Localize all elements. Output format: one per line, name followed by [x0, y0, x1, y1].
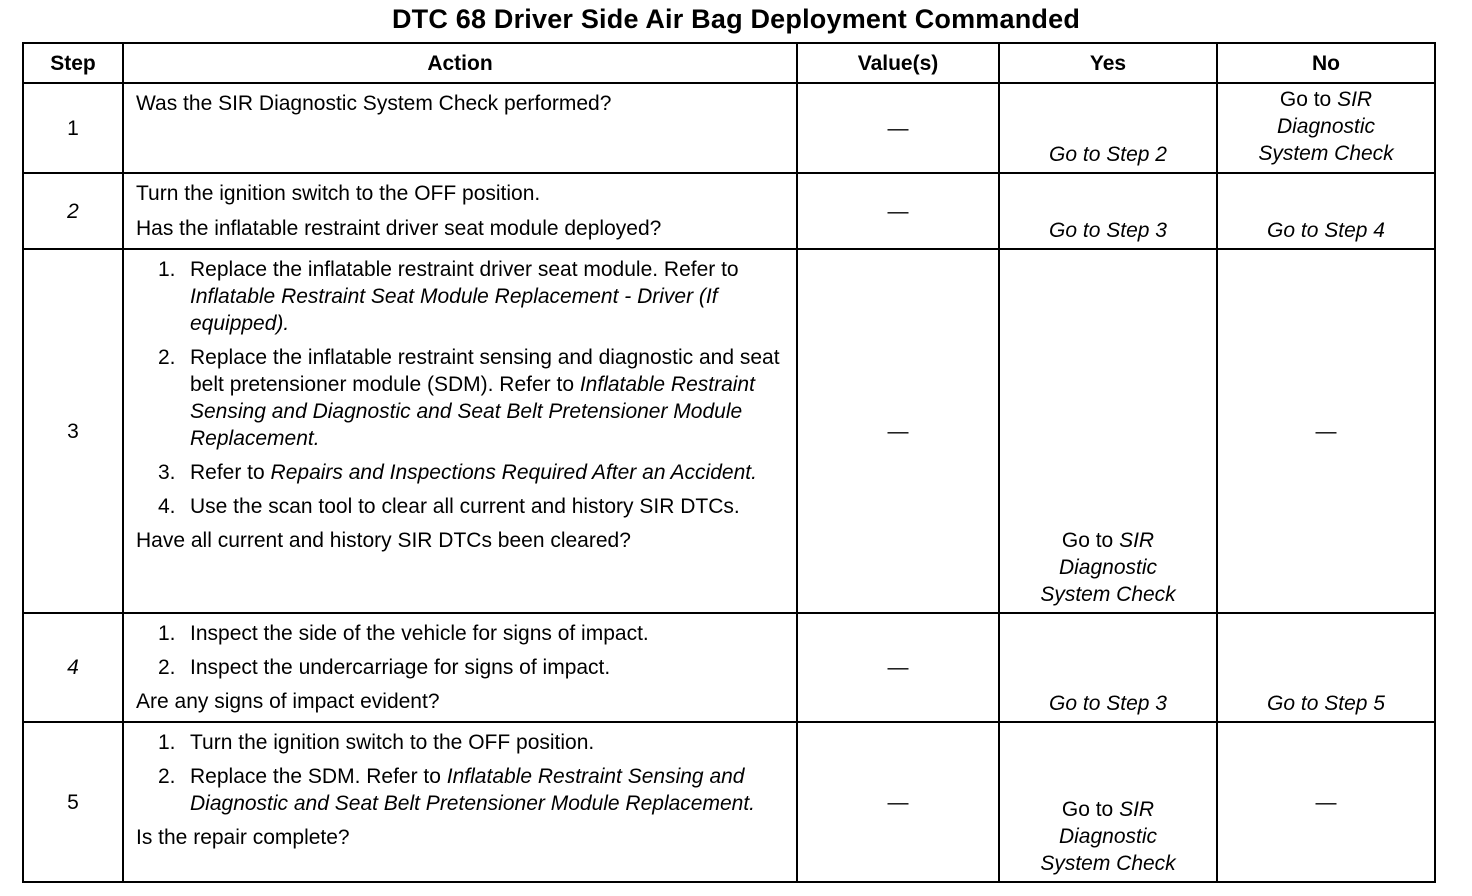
no-cell: —: [1217, 722, 1435, 882]
value-cell: —: [797, 249, 999, 613]
diagnostic-table: [22, 42, 1436, 883]
no-cell: —: [1217, 249, 1435, 613]
no-cell: [1217, 173, 1435, 249]
yes-link-part[interactable]: System Check: [1040, 583, 1176, 606]
action-cell: [123, 722, 797, 882]
no-link-part[interactable]: SIR: [1337, 88, 1373, 111]
table-row: [23, 613, 1435, 722]
no-go-to-link[interactable]: Go to Step 5: [1267, 692, 1385, 715]
reference-link[interactable]: Repairs and Inspections Required After an Accident.: [270, 461, 757, 484]
yes-link-part[interactable]: Diagnostic: [1058, 825, 1158, 848]
action-steps-list: [136, 729, 786, 817]
yes-go-to-link[interactable]: Go to Step 3: [1049, 219, 1167, 242]
no-go-to-link[interactable]: Go to Step 4: [1267, 219, 1385, 242]
action-question: Have all current and history SIR DTCs been cleared?: [136, 529, 631, 552]
action-line: Turn the ignition switch to the OFF position.: [136, 182, 541, 205]
action-cell: [123, 173, 797, 249]
value-cell: —: [797, 722, 999, 882]
yes-cell: [999, 173, 1217, 249]
header-no: No: [1217, 43, 1435, 83]
list-item: 1. Replace the inflatable restraint driver seat module. Refer to Inflatable Restraint Seat Module Replacement - Driver (If equipped).: [158, 258, 739, 335]
action-steps-list: [136, 620, 786, 681]
list-item: 1. Turn the ignition switch to the OFF position.: [158, 731, 595, 754]
yes-cell: [999, 613, 1217, 722]
list-item: 2. Inspect the undercarriage for signs of impact.: [158, 656, 611, 679]
action-question: Has the inflatable restraint driver seat module deployed?: [136, 217, 662, 240]
table-row: [23, 722, 1435, 882]
list-item: 2. Replace the inflatable restraint sensing and diagnostic and seat belt pretensioner module (SDM). Refer to Inflatable Restraint Sensing and Diagnostic and Seat Belt Pretensioner Module Replacement.: [158, 346, 780, 450]
step-number: 1: [23, 83, 123, 173]
action-steps-list: [136, 256, 786, 520]
list-item: 2. Replace the SDM. Refer to Inflatable Restraint Sensing and Diagnostic and Seat Belt Pretensioner Module Replacement.: [158, 765, 755, 815]
table-row: [23, 249, 1435, 613]
step-number: 2: [23, 173, 123, 249]
reference-link[interactable]: Inflatable Restraint Sensing and Diagnostic and Seat Belt Pretensioner Module Replacement.: [190, 373, 755, 450]
list-item: 3. Refer to Repairs and Inspections Required After an Accident.: [158, 461, 757, 484]
reference-link[interactable]: Inflatable Restraint Seat Module Replacement - Driver (If equipped).: [190, 285, 718, 335]
no-link-part[interactable]: System Check: [1258, 142, 1394, 165]
yes-link-part[interactable]: SIR: [1119, 798, 1155, 821]
step-number: 5: [23, 722, 123, 882]
yes-go-to-prefix: Go to: [1061, 529, 1114, 552]
yes-link-part[interactable]: Diagnostic: [1058, 556, 1158, 579]
table-row: [23, 173, 1435, 249]
step-number: 3: [23, 249, 123, 613]
no-cell: [1217, 613, 1435, 722]
action-cell: [123, 249, 797, 613]
no-cell: [1217, 83, 1435, 173]
page-title: DTC 68 Driver Side Air Bag Deployment Commanded: [391, 4, 1081, 34]
yes-cell: [999, 249, 1217, 613]
yes-link-part[interactable]: System Check: [1040, 852, 1176, 875]
list-item: 4. Use the scan tool to clear all current and history SIR DTCs.: [158, 495, 740, 518]
action-cell: [123, 613, 797, 722]
no-go-to-prefix: Go to: [1279, 88, 1332, 111]
reference-link[interactable]: Inflatable Restraint Sensing and Diagnostic and Seat Belt Pretensioner Module Replacement.: [190, 765, 755, 815]
yes-go-to-link[interactable]: Go to Step 3: [1049, 692, 1167, 715]
value-cell: —: [797, 173, 999, 249]
yes-go-to-link[interactable]: Go to Step 2: [1049, 143, 1167, 166]
step-number: 4: [23, 613, 123, 722]
action-question: Are any signs of impact evident?: [136, 690, 440, 713]
value-cell: —: [797, 613, 999, 722]
action-question: Is the repair complete?: [136, 826, 350, 849]
header-yes: Yes: [999, 43, 1217, 83]
action-question: Was the SIR Diagnostic System Check performed?: [136, 92, 612, 115]
list-item: 1. Inspect the side of the vehicle for signs of impact.: [158, 622, 649, 645]
value-cell: —: [797, 83, 999, 173]
header-step: Step: [23, 43, 123, 83]
yes-go-to-prefix: Go to: [1061, 798, 1114, 821]
header-values: Value(s): [797, 43, 999, 83]
action-cell: [123, 83, 797, 173]
table-row: [23, 83, 1435, 173]
no-link-part[interactable]: Diagnostic: [1276, 115, 1376, 138]
table-header-row: [23, 43, 1435, 83]
header-action: Action: [123, 43, 797, 83]
yes-link-part[interactable]: SIR: [1119, 529, 1155, 552]
yes-cell: [999, 83, 1217, 173]
yes-cell: [999, 722, 1217, 882]
